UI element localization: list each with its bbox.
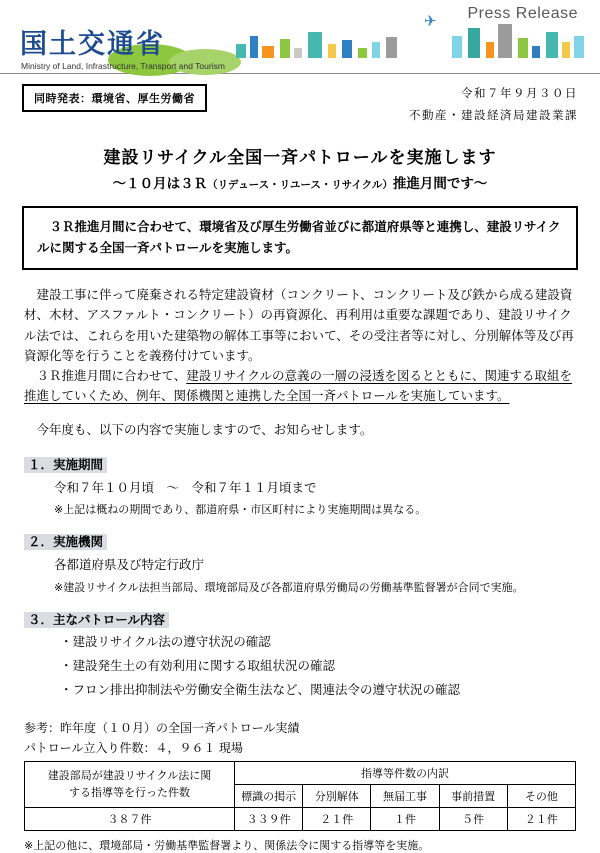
section-3-heading: ３．主なパトロール内容 xyxy=(24,610,576,628)
body-text xyxy=(24,285,576,440)
meta-row xyxy=(0,74,600,128)
col-header-unreported-work: 無届工事 xyxy=(371,785,439,808)
paragraph-2 xyxy=(24,366,576,407)
section-1-heading: １．実施期間 xyxy=(24,455,576,473)
value-unreported-work: １件 xyxy=(371,808,439,831)
subtitle-paren: （リデュース・リユース・リサイクル） xyxy=(207,178,393,191)
table-breakdown-title: 指導等件数の内訳 xyxy=(235,762,576,785)
airplane-icon: ✈ xyxy=(424,13,437,30)
col-header-other: その他 xyxy=(507,785,575,808)
section-2-content: 各都道府県及び特定行政庁 xyxy=(54,558,205,573)
press-release-label: Press Release xyxy=(467,5,578,22)
col-header-sorted-demolition: 分別解体 xyxy=(303,785,371,808)
section-patrol-contents xyxy=(24,610,576,700)
issuing-department: 不動産・建設経済局建設業課 xyxy=(409,109,578,122)
patrol-item-3: ・フロン排出抑制法や労働安全衛生法など、関連法令の遵守状況の確認 xyxy=(60,682,461,697)
section-implementing-bodies xyxy=(24,532,576,594)
patrol-item-2: ・建設発生土の有効利用に関する取組状況の確認 xyxy=(60,658,336,673)
paragraph-1: 建設工事に伴って廃棄される特定建設資材（コンクリート、コンクリート及び鉄から成る建設資材、木材、アスファルト・コンクリート）の再資源化、再利用は重要な課題であり、建設リサイクル法では、これらを用いた建築物の解体工事等において、その受注者等に対し、分別解体等及び再資源化等を行うことを義務付けています。 xyxy=(24,288,574,363)
paragraph-2-prefix: ３Ｒ推進月間に合わせて、 xyxy=(36,369,187,384)
patrol-results-table xyxy=(24,761,576,831)
page-title: 建設リサイクル全国一斉パトロールを実施します xyxy=(103,147,497,167)
section-implementation-period xyxy=(24,455,576,517)
simultaneous-release-box: 同時発表：環境省、厚生労働省 xyxy=(22,84,207,112)
section-2-note: ※建設リサイクル法担当部局、環境部局及び各都道府県労働局の労働基準監督署が合同で実施。 xyxy=(54,581,524,594)
release-date: 令和７年９月３０日 xyxy=(461,88,578,100)
header xyxy=(0,0,600,74)
section-1-note: ※上記は概ねの期間であり、都道府県・市区町村により実施期間は異なる。 xyxy=(54,504,427,517)
ministry-logo-text: 国土交通省 xyxy=(20,29,165,59)
value-sign-posting: ３３９件 xyxy=(235,808,303,831)
value-sorted-demolition: ２１件 xyxy=(303,808,371,831)
section-2-heading: ２．実施機関 xyxy=(24,532,576,550)
page-subtitle xyxy=(0,172,600,192)
reference-title: 参考：昨年度（１０月）の全国一斉パトロール実績 xyxy=(24,720,300,735)
value-other: ２１件 xyxy=(507,808,575,831)
section-1-content: 令和７年１０月頃 ～ 令和７年１１月頃まで xyxy=(54,480,317,495)
table-left-header: 建設部局が建設リサイクル法に関 する指導等を行った件数 xyxy=(25,762,235,808)
col-header-sign-posting: 標識の掲示 xyxy=(235,785,303,808)
reference-block xyxy=(24,718,576,759)
value-advance-measures: ５件 xyxy=(439,808,507,831)
date-department-block xyxy=(409,84,578,128)
patrol-count: パトロール立入り件数：４，９６１ 現場 xyxy=(24,741,243,756)
table-header-row-1 xyxy=(25,762,576,785)
ministry-name-english: Ministry of Land, Infrastructure, Transport and Tourism xyxy=(21,61,225,71)
subtitle-prefix: ～１０月は３Ｒ xyxy=(112,175,208,191)
summary-box: ３Ｒ推進月間に合わせて、環境省及び厚生労働省並びに都道府県等と連携し、建設リサイクルに関する全国一斉パトロールを実施します。 xyxy=(22,206,578,271)
paragraph-2-underlined: 建設リサイクルの意義の一層の浸透を図るとともに、関連する取組を推進していくため、例年、関係機関と連携した全国一斉パトロールを実施しています。 xyxy=(24,369,573,404)
table-values-row xyxy=(25,808,576,831)
patrol-item-1: ・建設リサイクル法の遵守状況の確認 xyxy=(60,634,271,649)
col-header-advance-measures: 事前措置 xyxy=(439,785,507,808)
subtitle-suffix: 推進月間です～ xyxy=(392,175,488,191)
table-footnote: ※上記の他に、環境部局・労働基準監督署より、関係法令に関する指導等を実施。 xyxy=(24,840,430,853)
total-guidance-count: ３８７件 xyxy=(25,808,235,831)
paragraph-3: 今年度も、以下の内容で実施しますので、お知らせします。 xyxy=(36,422,373,437)
title-block xyxy=(0,143,600,192)
